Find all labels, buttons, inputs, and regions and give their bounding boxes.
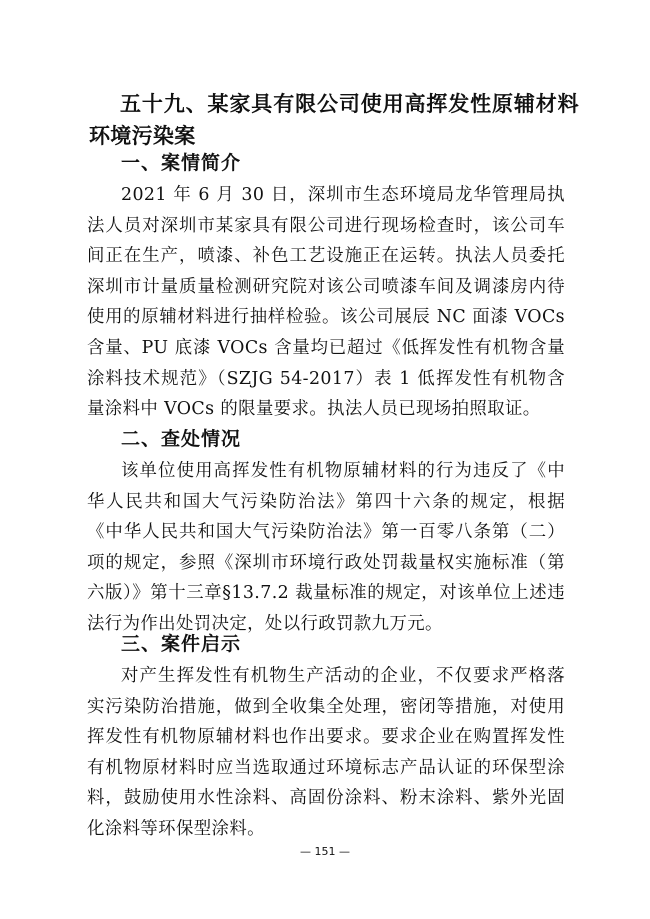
- case-summary-paragraph: 2021 年 6 月 30 日，深圳市生态环境局龙华管理局执法人员对深圳市某家具有限公司进行现场检查时，该公司车间正在生产，喷漆、补色工艺设施正在运转。执法人员委托深圳市计量质量检测研究院对该公司喷漆车间及调漆房内待使用的原辅材料进行抽样检验。该公司展辰 NC 面漆 VOCs 含量、PU 底漆 VOCs 含量均已超过《低挥发性有机物含量涂料技术规范》（SZJG 54-2017）表 1 低挥发性有机物含量涂料中 VOCs 的限量要求。执法人员已现场拍照取证。: [87, 185, 565, 420]
- case-lessons-paragraph: 对产生挥发性有机物生产活动的企业，不仅要求严格落实污染防治措施，做到全收集全处理，密闭等措施，对使用挥发性有机物原辅材料也作出要求。要求企业在购置挥发性有机物原材料时应当选取通过环境标志产品认证的环保型涂料，鼓励使用水性涂料、高固份涂料、粉末涂料、紫外光固化涂料等环保型涂料。: [87, 666, 565, 839]
- section-heading-case-summary: 一、案情简介: [121, 152, 242, 174]
- section-heading-case-lessons: 三、案件启示: [121, 633, 242, 655]
- page-number: — 151 —: [300, 845, 350, 858]
- investigation-paragraph: 该单位使用高挥发性有机物原辅材料的行为违反了《中华人民共和国大气污染防治法》第四十六条的规定，根据《中华人民共和国大气污染防治法》第一百零八条第（二）项的规定，参照《深圳市环境行政处罚裁量权实施标准（第六版）》第十三章§13.7.2 裁量标准的规定，对该单位上述违法行为作出处罚决定，处以行政罚款九万元。: [87, 461, 565, 634]
- section-heading-investigation: 二、查处情况: [121, 428, 242, 450]
- case-title: 五十九、某家具有限公司使用高挥发性原辅材料环境污染案: [89, 92, 579, 148]
